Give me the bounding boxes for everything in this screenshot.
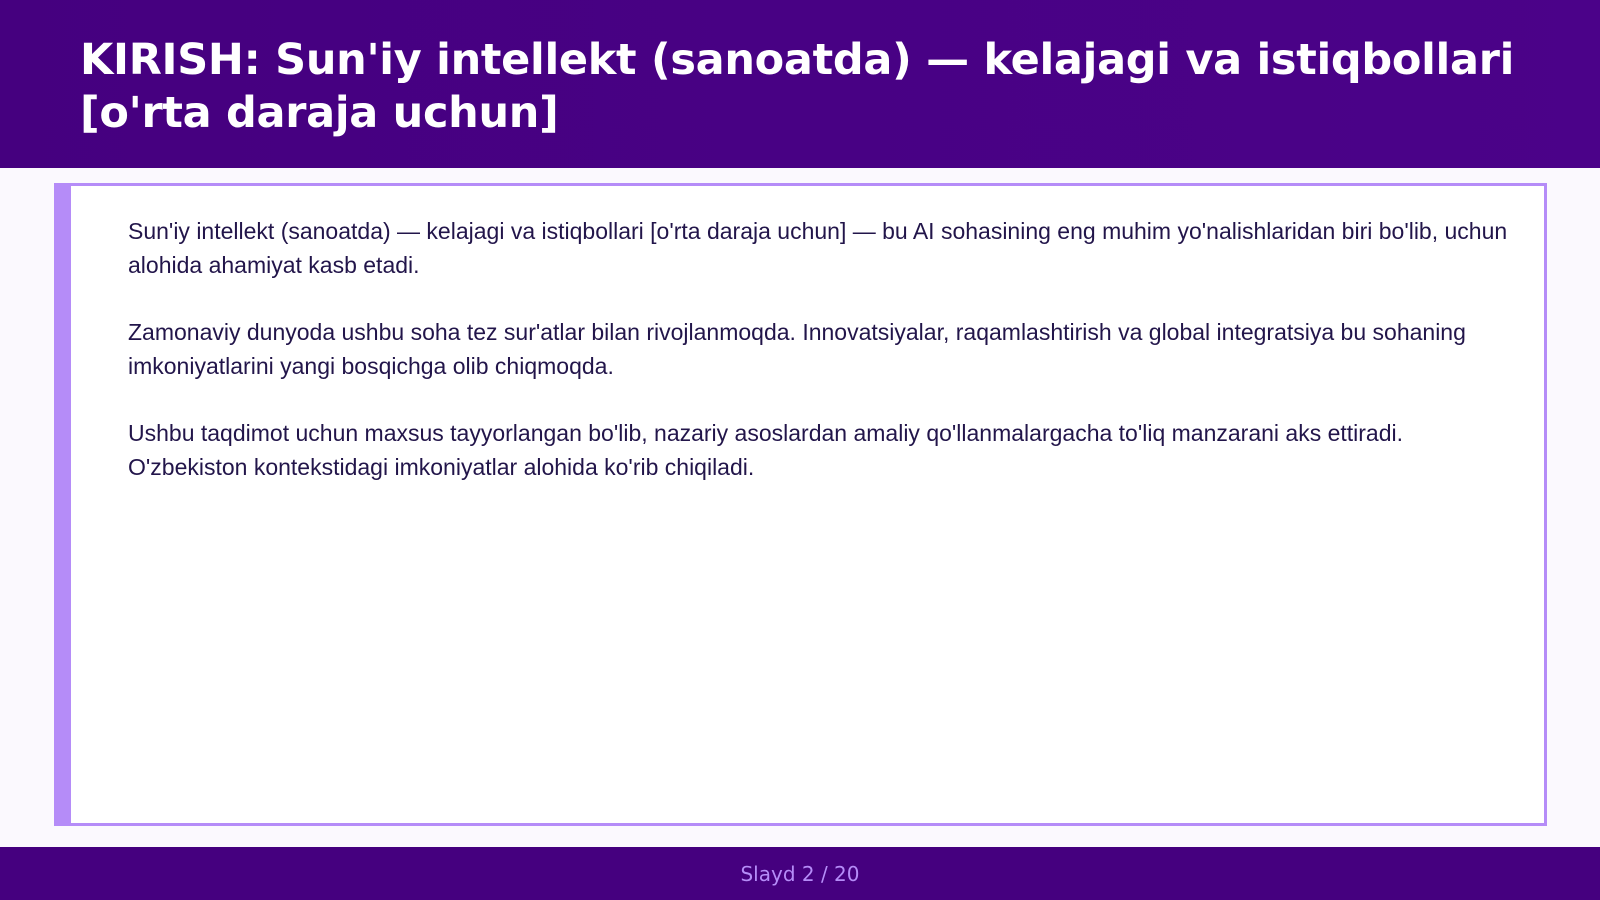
paragraph-intro: Sun'iy intellekt (sanoatda) — kelajagi va istiqbollari [o'rta daraja uchun] — bu AI sohasining eng muhim yo'nalishlaridan biri bo'lib, uchun alohida ahamiyat kasb etadi. bbox=[128, 218, 1508, 278]
content-card bbox=[54, 183, 1547, 826]
slide-title: KIRISH: Sun'iy intellekt (sanoatda) — kelajagi va istiqbollari [o'rta daraja uchun] bbox=[80, 35, 1515, 138]
content-body bbox=[128, 214, 1518, 517]
slide-header bbox=[0, 0, 1600, 168]
paragraph-presentation-scope: Ushbu taqdimot uchun maxsus tayyorlangan bo'lib, nazariy asoslardan amaliy qo'llanmalargacha to'liq manzarani aks ettiradi. O'zbekiston kontekstidagi imkoniyatlar alohida ko'rib chiqiladi. bbox=[128, 420, 1404, 480]
slide-footer bbox=[0, 847, 1600, 900]
slide-counter: Slayd 2 / 20 bbox=[740, 861, 860, 886]
paragraph-modern-world: Zamonaviy dunyoda ushbu soha tez sur'atlar bilan rivojlanmoqda. Innovatsiyalar, raqamlashtirish va global integratsiya bu sohaning imkoniyatlarini yangi bosqichga olib chiqmoqda. bbox=[128, 319, 1466, 379]
